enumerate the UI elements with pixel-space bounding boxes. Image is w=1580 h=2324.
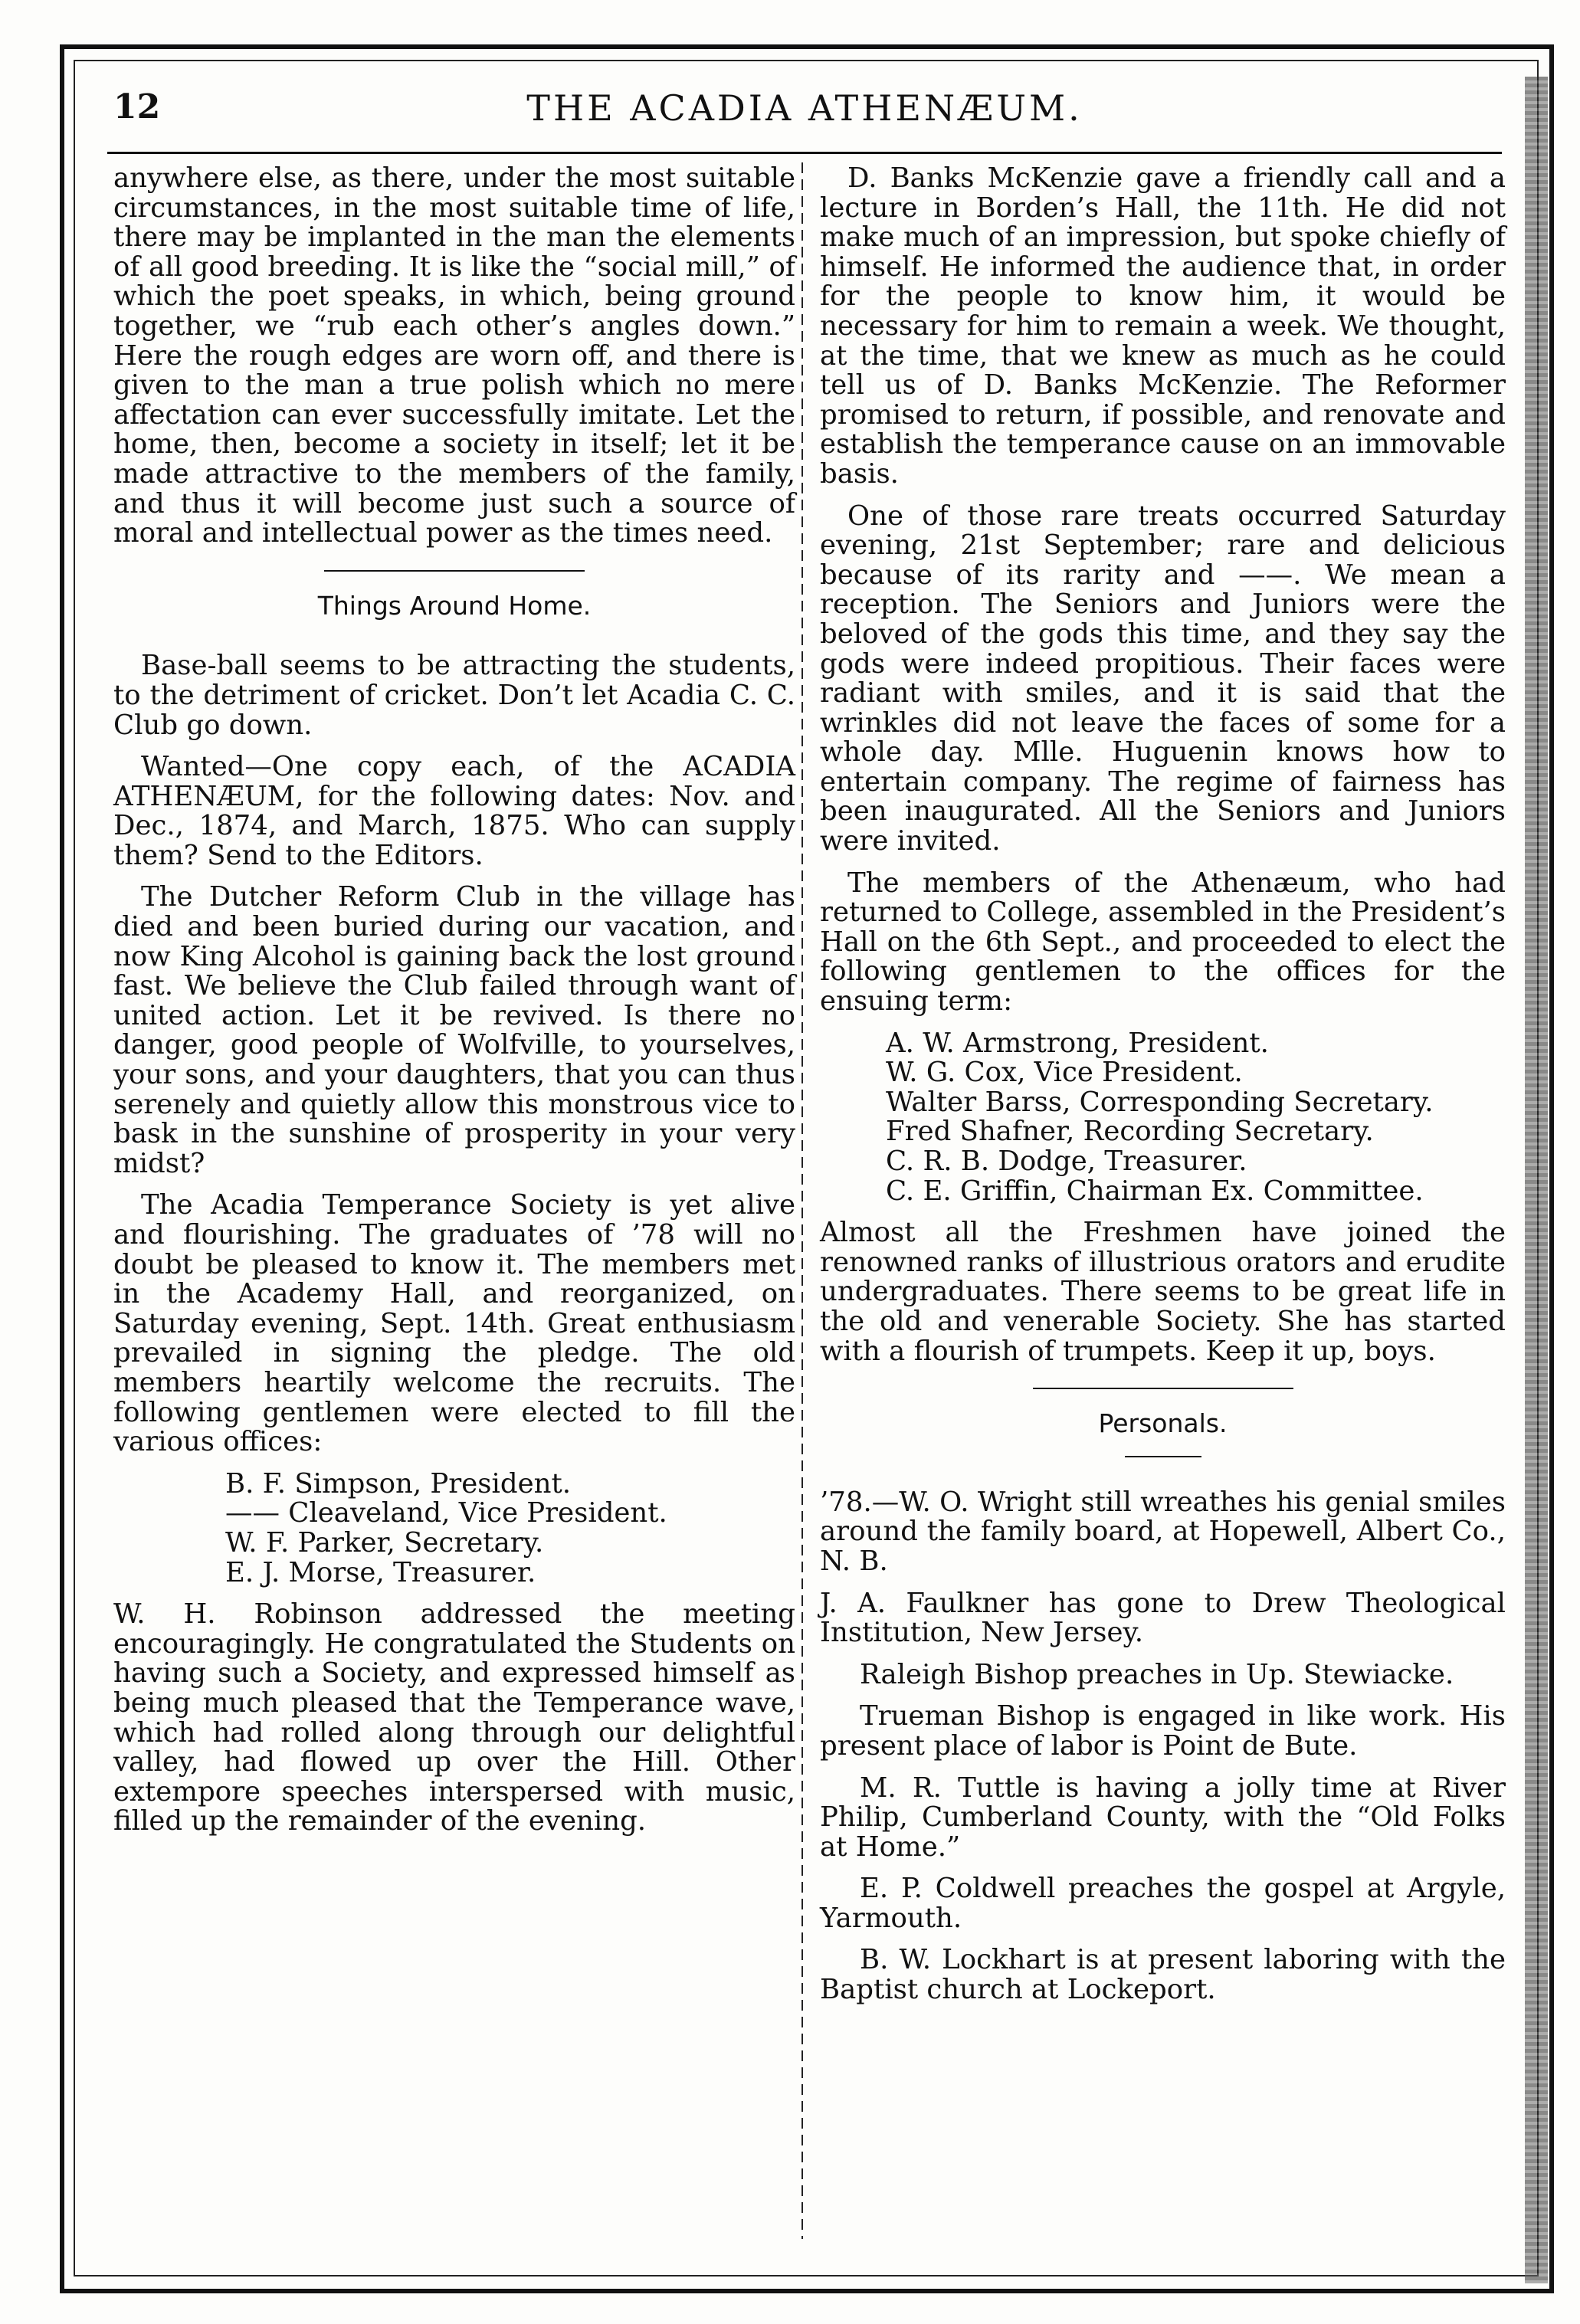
officer-entry: B. F. Simpson, President. xyxy=(225,1467,571,1500)
section-title: Things Around Home. xyxy=(317,590,592,621)
page-number: 12 xyxy=(113,87,161,126)
continued-paragraph: anywhere else, as there, under the most suitable circumstances, in the most suitable time of life, there may be implanted in the man the elements of all good breeding. It is like the “social mill,” of which the poet speaks, in which, being ground together, we “rub each other’s angles down.” Here the rough edges are worn off, and there is given to the man a true polish which no mere affectation can ever successfully imitate. Let the home, then, become a society in itself; let it be made attractive to the members of the family, and thus it will become just such a source of moral and intellectual power as the times need. xyxy=(113,162,795,549)
officer-entry: W. F. Parker, Secretary. xyxy=(225,1526,544,1559)
section-rule xyxy=(1033,1388,1293,1389)
page-header xyxy=(107,77,1502,146)
officer-entry: W. G. Cox, Vice President. xyxy=(886,1057,1243,1089)
item-freshmen: Almost all the Freshmen have joined the renowned ranks of illustrious orators and erudite undergraduates. There seems to be great life in the old and venerable Society. She has started with a flourish of trumpets. Keep it up, boys. xyxy=(820,1217,1506,1367)
header-rule xyxy=(107,152,1502,154)
athenaeum-officers-list xyxy=(820,1029,1506,1207)
column-divider xyxy=(801,162,803,2239)
item-wanted: Wanted—One copy each, of the ACADIA ATHENÆUM, for the following dates: Nov. and Dec., 1874, and March, 1875. Who can supply them? Send to the Editors. xyxy=(113,751,795,871)
personal-entry: Raleigh Bishop preaches in Up. Stewiacke. xyxy=(860,1658,1454,1690)
section-rule xyxy=(1125,1456,1201,1457)
left-column xyxy=(113,164,795,1849)
section-heading-things-around-home xyxy=(113,570,795,621)
section-title: Personals. xyxy=(1098,1408,1228,1439)
item-mckenzie-lecture: D. Banks McKenzie gave a friendly call and a lecture in Borden’s Hall, the 11th. He did not make much of an impression, but spoke chiefly of himself. He informed the audience that, in order for the people to know him, it would be necessary for him to remain a week. We thought, at the time, that we knew as much as he could tell us of D. Banks McKenzie. The Reformer promised to return, if possible, and renovate and establish the temperance cause on an immovable basis. xyxy=(820,162,1506,490)
journal-title: THE ACADIA ATHENÆUM. xyxy=(526,87,1083,129)
personal-entry: ’78.—W. O. Wright still wreathes his genial smiles around the family board, at Hopewell, Albert Co., N. B. xyxy=(820,1486,1506,1577)
item-temperance-society: The Acadia Temperance Society is yet alive and flourishing. The graduates of ’78 will no doubt be pleased to know it. The members met in the Academy Hall, and reorganized, on Saturday evening, Sept. 14th. Great enthusiasm prevailed in signing the pledge. The old members heartily welcome the recruits. The following gentlemen were elected to fill the various offices: xyxy=(113,1189,795,1458)
section-rule xyxy=(324,570,585,572)
personal-entry: J. A. Faulkner has gone to Drew Theological Institution, New Jersey. xyxy=(820,1587,1506,1649)
item-reform-club: The Dutcher Reform Club in the village has died and been buried during our vacation, and now King Alcohol is gaining back the lost ground fast. We believe the Club failed through want of united action. Let it be revived. Is there no danger, good people of Wolfville, to yourselves, your sons, and your daughters, that you can thus serenely and quietly allow this monstrous vice to bask in the sunshine of prosperity in your very midst? xyxy=(113,881,795,1179)
temperance-officers-list xyxy=(113,1467,795,1588)
officer-entry: A. W. Armstrong, President. xyxy=(886,1027,1269,1059)
personals-list xyxy=(820,1488,1506,2005)
section-heading-personals xyxy=(820,1388,1506,1457)
right-column xyxy=(820,164,1506,2018)
personal-entry: M. R. Tuttle is having a jolly time at River Philip, Cumberland County, with the “Old Folks at Home.” xyxy=(820,1772,1506,1863)
officer-entry: E. J. Morse, Treasurer. xyxy=(225,1556,536,1588)
personal-entry: Trueman Bishop is engaged in like work. His present place of labor is Point de Bute. xyxy=(820,1700,1506,1762)
item-reception: One of those rare treats occurred Saturday evening, 21st September; rare and delicious because of its rarity and ——. We mean a reception. The Seniors and Juniors were the beloved of the gods this time, and they say the gods were indeed propitious. Their faces were radiant with smiles, and it is said that the wrinkles did not leave the faces of some for a whole day. Mlle. Huguenin knows how to entertain company. The regime of fairness has been inaugurated. All the Seniors and Juniors were invited. xyxy=(820,500,1506,857)
item-base-ball: Base-ball seems to be attracting the students, to the detriment of cricket. Don’t let Acadia C. C. Club go down. xyxy=(113,650,795,741)
personal-entry: E. P. Coldwell preaches the gospel at Argyle, Yarmouth. xyxy=(820,1873,1506,1934)
binding-edge xyxy=(1525,77,1548,2283)
officer-entry: Fred Shafner, Recording Secretary. xyxy=(886,1116,1374,1148)
officer-entry: Walter Barss, Corresponding Secretary. xyxy=(886,1086,1434,1118)
personal-entry: B. W. Lockhart is at present laboring with the Baptist church at Lockeport. xyxy=(820,1944,1506,2006)
item-athenaeum-election: The members of the Athenæum, who had returned to College, assembled in the President’s Hall on the 6th Sept., and proceeded to elect the following gentlemen to the offices for the ensuing term: xyxy=(820,867,1506,1018)
officer-entry: C. R. B. Dodge, Treasurer. xyxy=(886,1146,1247,1177)
item-robinson-address: W. H. Robinson addressed the meeting encouragingly. He congratulated the Students on having such a Society, and expressed himself as being much pleased that the Temperance wave, which had rolled along through our delightful valley, had flowed up over the Hill. Other extempore speeches interspersed with music, filled up the remainder of the evening. xyxy=(113,1598,795,1837)
officer-entry: C. E. Griffin, Chairman Ex. Committee. xyxy=(886,1175,1424,1207)
officer-entry: —— Cleaveland, Vice President. xyxy=(225,1497,667,1529)
